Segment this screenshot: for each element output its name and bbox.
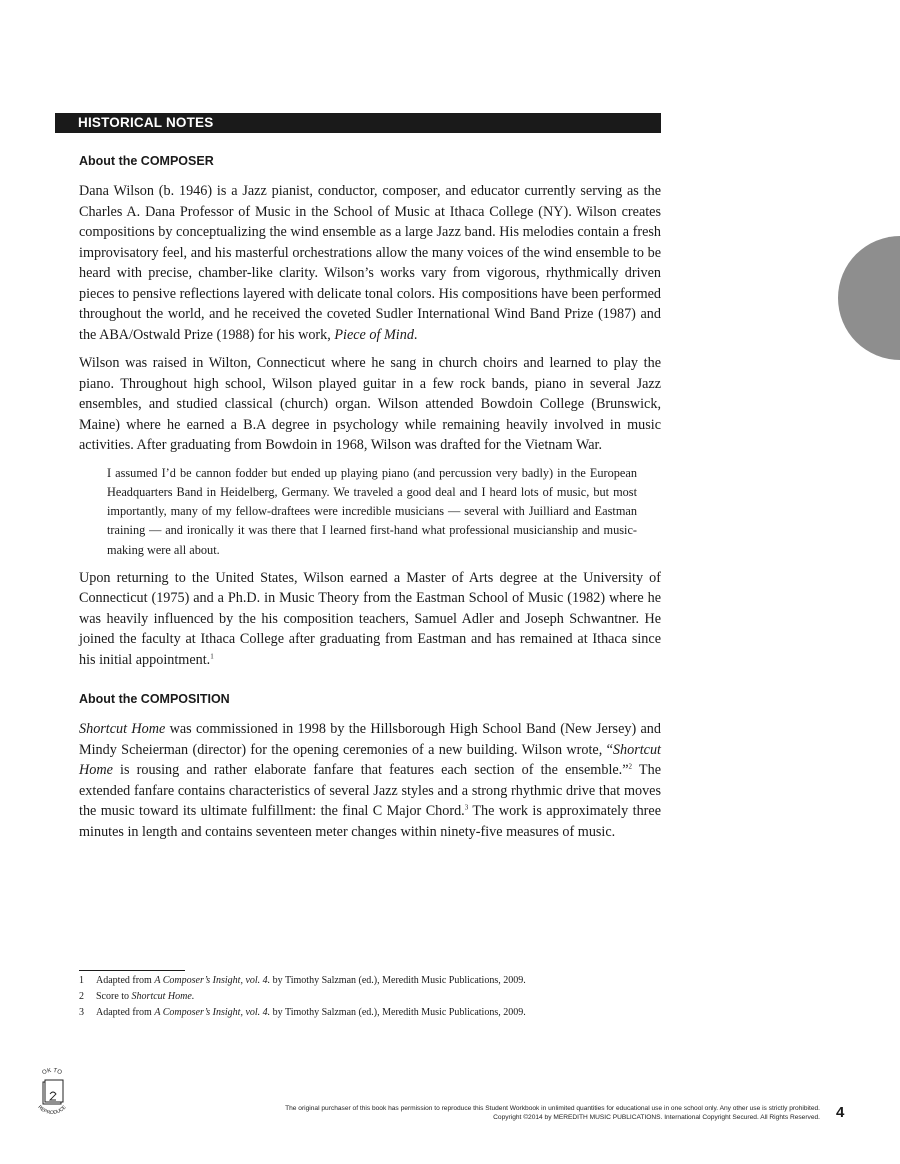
footnote-3-title: A Composer’s Insight, vol. 4. <box>154 1007 271 1018</box>
composer-p1-end: . <box>413 326 418 343</box>
section-title-bar: HISTORICAL NOTES <box>55 113 661 133</box>
composer-quote: I assumed I’d be cannon fodder but ended up playing piano (and percussion very badly) in the European Headquarters Band in Heidelberg, Germany. We traveled a good deal and I heard lots of music, but most importantly, many of my fellow-draftees were incredible musicians — several with Juilliard and Eastman training — and ironically it was there that I learned first-hand what professional musicianship and music-making were all about. <box>107 465 637 557</box>
badge-top-text: OK TO <box>41 1068 63 1077</box>
footnote-2-text <box>96 989 194 1005</box>
legal-line-2: Copyright ©2014 by MEREDITH MUSIC PUBLICATIONS. International Copyright Secured. All Rights Reserved. <box>493 1114 820 1121</box>
footnote-ref-3: 3 <box>464 803 469 812</box>
composer-paragraph-2: Wilson was raised in Wilton, Connecticut where he sang in church choirs and learned to play the piano. Throughout high school, Wilson played guitar in a few rock bands, piano in several Jazz ensembles, and studied classical (church) organ. Wilson attended Bowdoin College (Brunswick, Maine) where he earned a B.A degree in psychology while remaining heavily involved in music activities. After graduating from Bowdoin in 1968, Wilson was drafted for the Vietnam War. <box>79 355 661 453</box>
composition-work-title-1: Shortcut Home <box>79 721 166 738</box>
footnote-1 <box>79 973 679 989</box>
badge-bottom-text: REPRODUCE <box>36 1104 68 1117</box>
footnote-3 <box>79 1005 679 1021</box>
composition-text-4: The work is approximately three minutes in length and contains seventeen meter changes within ninety-five measures of music. <box>79 803 661 840</box>
footnote-2-pre: Score to <box>96 991 132 1002</box>
composition-text-3: The extended fanfare contains characteristics of several Jazz styles and a strong rhythmic drive that moves the music toward its ultimate fulfillment: the final C Major Chord. <box>79 762 661 820</box>
footnote-ref-1: 1 <box>210 652 214 661</box>
svg-text:REPRODUCE <box>36 1104 68 1116</box>
page-number: 4 <box>836 1104 845 1121</box>
composer-heading-word: COMPOSER <box>140 154 214 168</box>
composition-paragraph <box>79 719 661 842</box>
composer-p1-work-title: Piece of Mind <box>334 326 414 343</box>
footnotes <box>79 970 679 1021</box>
composition-heading-word: COMPOSITION <box>140 692 230 707</box>
svg-text:OK TO <box>41 1068 62 1076</box>
footnote-2-number: 2 <box>79 991 84 1002</box>
footnote-3-post: by Timothy Salzman (ed.), Meredith Music Publications, 2009. <box>270 1007 526 1018</box>
composer-paragraph-1 <box>79 181 661 345</box>
composition-heading <box>79 690 661 708</box>
footnote-ref-2: 2 <box>628 762 633 771</box>
legal-notice <box>285 1104 820 1122</box>
composer-heading <box>79 152 661 170</box>
footnote-1-title: A Composer’s Insight, vol. 4. <box>154 975 271 986</box>
footnote-2-title: Shortcut Home. <box>131 991 195 1002</box>
footnote-3-pre: Adapted from <box>96 1007 155 1018</box>
composition-heading-prefix: About the <box>79 692 141 707</box>
composer-paragraph-3 <box>79 568 661 671</box>
footnote-1-number: 1 <box>79 975 84 986</box>
legal-line-1: The original purchaser of this book has permission to reproduce this Student Workbook in unlimited quantities for educational use in one school only. Any other use is strictly prohibited. <box>285 1105 820 1112</box>
footnote-1-post: by Timothy Salzman (ed.), Meredith Music Publications, 2009. <box>270 975 526 986</box>
footnote-2 <box>79 989 679 1005</box>
composer-p3-text: Upon returning to the United States, Wilson earned a Master of Arts degree at the University of Connecticut (1975) and a Ph.D. in Music Theory from the Eastman School of Music (1982) where he was heavily influenced by the his composition teachers, Samuel Adler and Joseph Schwantner. He joined the faculty at Ithaca College after graduating from Eastman and has remained at Ithaca since his initial appointment. <box>79 569 661 668</box>
composition-text-2: is rousing and rather elaborate fanfare that features each section of the ensemble.” <box>112 762 629 779</box>
footnote-1-pre: Adapted from <box>96 975 155 986</box>
composition-work-title-2: Shortcut Home <box>79 741 661 779</box>
composition-text-1: was commissioned in 1998 by the Hillsborough High School Band (New Jersey) and Mindy Scheierman (director) for the opening ceremonies of a new building. Wilson wrote, “ <box>79 721 661 758</box>
footnote-3-number: 3 <box>79 1007 84 1018</box>
footnote-3-text <box>96 1005 526 1021</box>
footnote-1-text <box>96 973 526 989</box>
main-content <box>79 152 661 842</box>
ok-to-reproduce-icon <box>30 1068 74 1118</box>
chapter-side-tab <box>838 236 900 360</box>
composer-p1-text: Dana Wilson (b. 1946) is a Jazz pianist, conductor, composer, and educator currently serving as the Charles A. Dana Professor of Music in the School of Music at Ithaca College (NY). Wilson creates compositions by conceptualizing the wind ensemble as a large Jazz band. His melodies contain a fresh improvisatory feel, and his masterful orchestrations allow the many voices of the wind ensemble to be heard with precise, chamber-like clarity. Wilson’s works vary from vigorous, rhythmically driven pieces to pensive reflections layered with delicate tonal colors. His compositions have been performed throughout the world, and he received the coveted Sudler International Wind Band Prize (1987) and the ABA/Ostwald Prize (1988) for his work, <box>79 183 661 343</box>
composer-heading-prefix: About the <box>79 154 141 168</box>
footnote-rule <box>79 970 185 971</box>
